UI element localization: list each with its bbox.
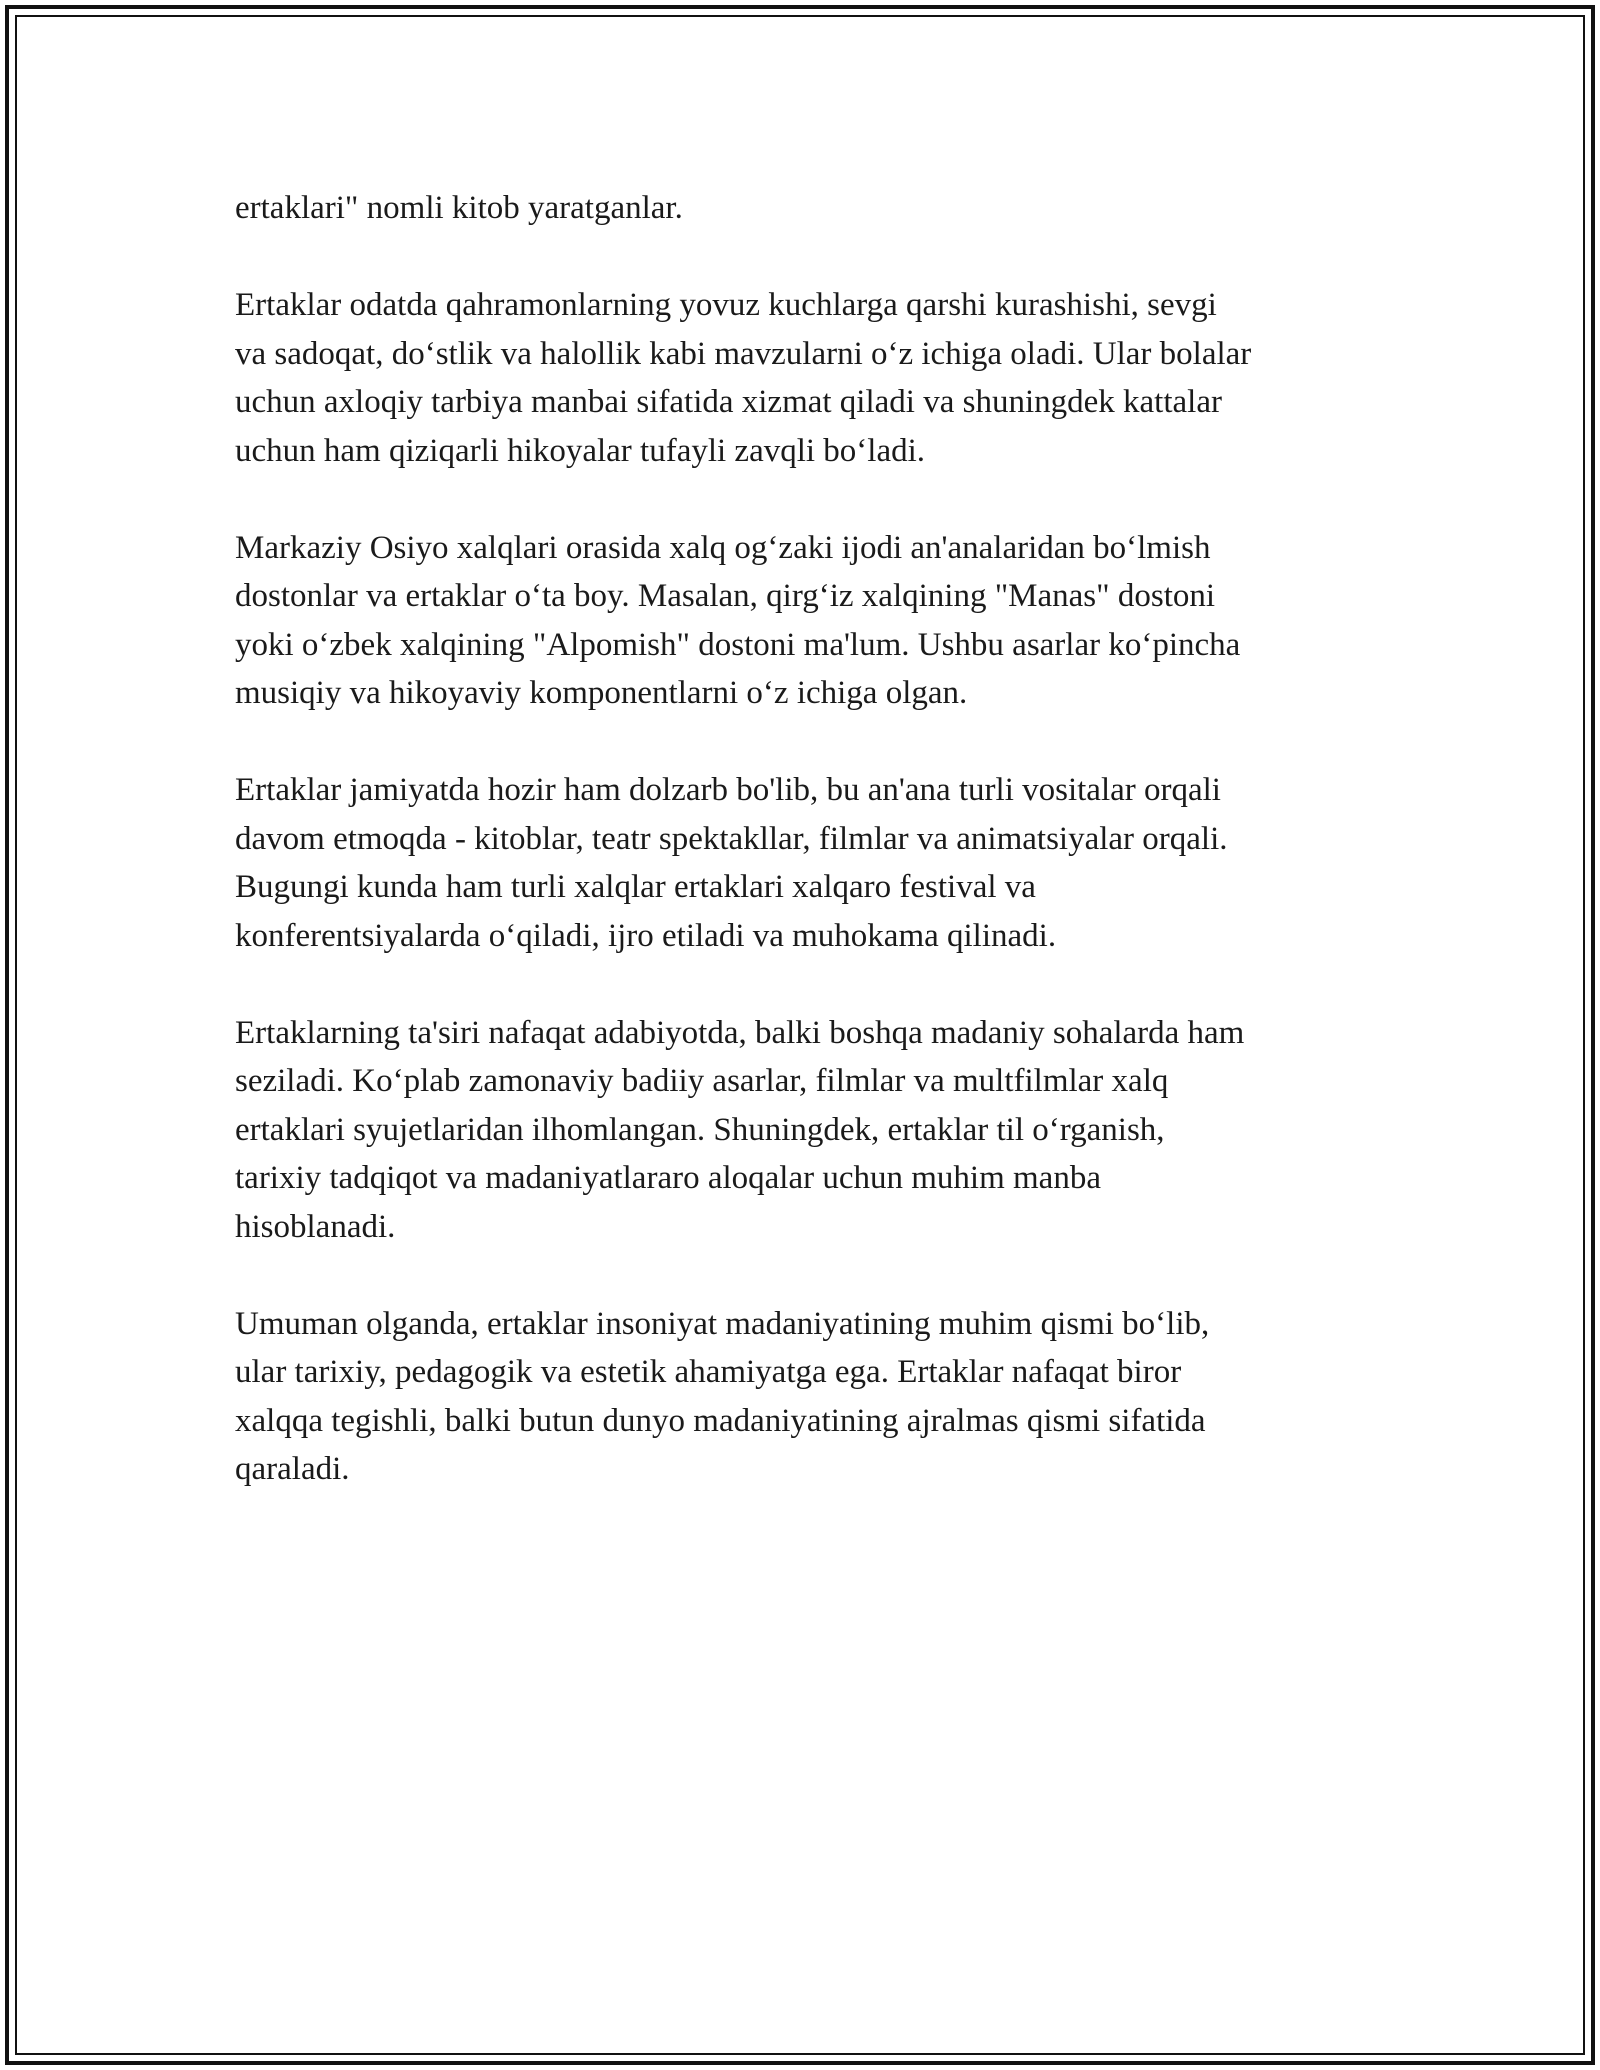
text-line: xalqqa tegishli, balki butun dunyo madaniyatining ajralmas qismi sifatida <box>235 1402 1206 1439</box>
paragraph-2 <box>235 281 1375 475</box>
text-line: Umuman olganda, ertaklar insoniyat madaniyatining muhim qismi bo‘lib, <box>235 1305 1210 1342</box>
text-line: va sadoqat, do‘stlik va halollik kabi mavzularni o‘z ichiga oladi. Ular bolalar <box>235 335 1252 372</box>
text-line: qaraladi. <box>235 1451 350 1487</box>
text-line: Ertaklarning ta'siri nafaqat adabiyotda, balki boshqa madaniy sohalarda ham <box>235 1014 1245 1051</box>
paragraph-6 <box>235 1300 1375 1494</box>
text-line: hisoblanadi. <box>235 1208 396 1245</box>
text-line: seziladi. Ko‘plab zamonaviy badiiy asarlar, filmlar va multfilmlar xalq <box>235 1063 1169 1099</box>
paragraph-1 <box>235 184 1375 233</box>
text-line: konferentsiyalarda o‘qiladi, ijro etiladi va muhokama qilinadi. <box>235 917 1057 954</box>
text-line: ertaklari" nomli kitob yaratganlar. <box>235 190 683 226</box>
text-line: Bugungi kunda ham turli xalqlar ertaklari xalqaro festival va <box>235 869 1036 905</box>
text-line: yoki o‘zbek xalqining "Alpomish" dostoni ma'lum. Ushbu asarlar ko‘pincha <box>235 626 1241 663</box>
paragraph-5 <box>235 1009 1375 1252</box>
text-line: uchun axloqiy tarbiya manbai sifatida xizmat qiladi va shuningdek kattalar <box>235 384 1222 420</box>
paragraph-3 <box>235 524 1375 718</box>
text-line: musiqiy va hikoyaviy komponentlarni o‘z ichiga olgan. <box>235 675 968 711</box>
text-line: uchun ham qiziqarli hikoyalar tufayli zavqli bo‘ladi. <box>235 432 926 469</box>
text-line: tarixiy tadqiqot va madaniyatlararo aloqalar uchun muhim manba <box>235 1160 1101 1196</box>
text-line: Ertaklar jamiyatda hozir ham dolzarb bo'lib, bu an'ana turli vositalar orqali <box>235 772 1221 808</box>
text-line: Markaziy Osiyo xalqlari orasida xalq og‘zaki ijodi an'analaridan bo‘lmish <box>235 529 1211 566</box>
paragraph-4 <box>235 766 1375 960</box>
text-line: davom etmoqda - kitoblar, teatr spektakllar, filmlar va animatsiyalar orqali. <box>235 820 1228 857</box>
document-body <box>235 184 1375 1542</box>
text-line: ertaklari syujetlaridan ilhomlangan. Shuningdek, ertaklar til o‘rganish, <box>235 1111 1165 1148</box>
text-line: dostonlar va ertaklar o‘ta boy. Masalan, qirg‘iz xalqining "Manas" dostoni <box>235 578 1216 614</box>
text-line: Ertaklar odatda qahramonlarning yovuz kuchlarga qarshi kurashishi, sevgi <box>235 287 1217 323</box>
text-line: ular tarixiy, pedagogik va estetik ahamiyatga ega. Ertaklar nafaqat biror <box>235 1354 1182 1390</box>
